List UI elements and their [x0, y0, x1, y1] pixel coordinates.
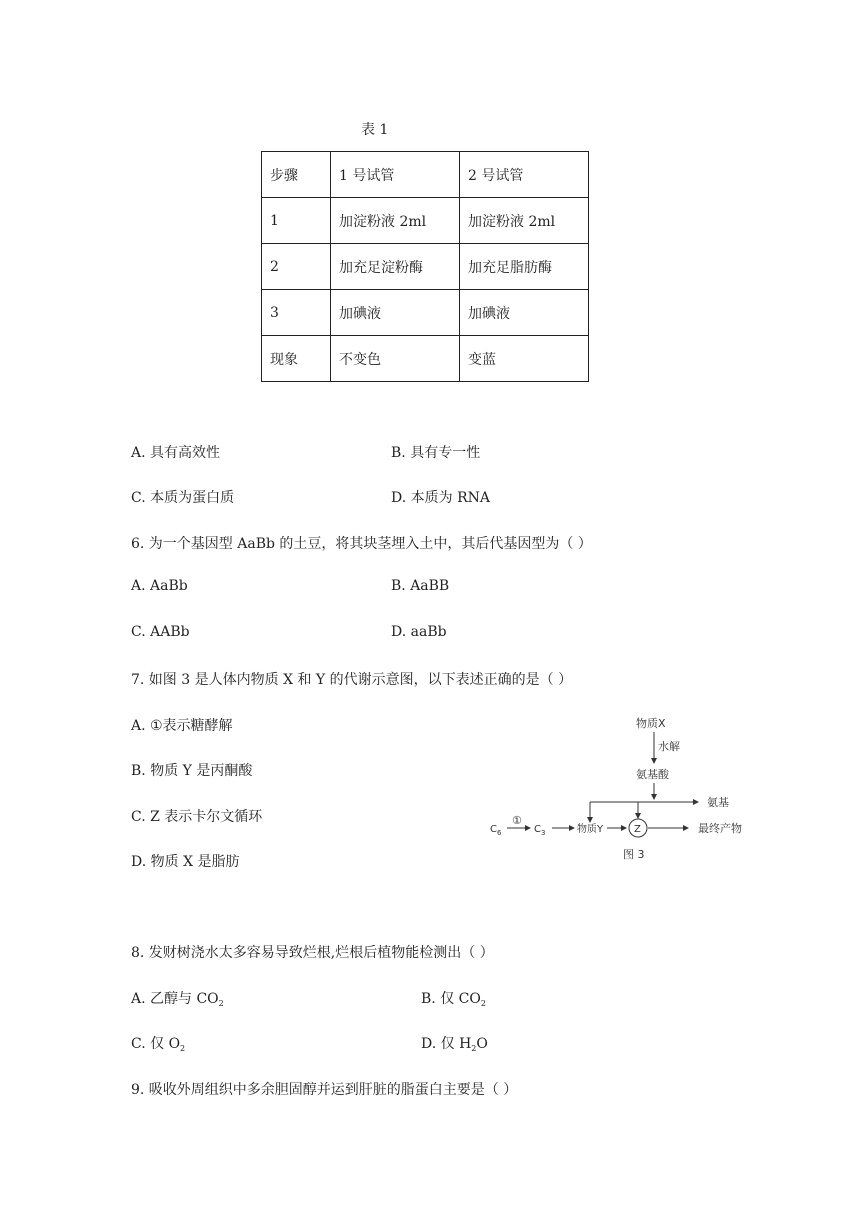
q8-option-b: B. 仅 $CO_2$ — [421, 991, 486, 1008]
experiment-table — [261, 151, 589, 382]
q6-stem: 6. 为一个基因型 AaBb 的土豆，将其块茎埋入土中，其后代基因型为（ ） — [131, 536, 592, 552]
z-label: Z — [634, 824, 641, 835]
table-cell: 2 — [262, 244, 331, 290]
q8-option-d: D. 仅 $H_2O$ — [421, 1036, 488, 1053]
q6-option-b: B. AaBB — [391, 578, 450, 594]
final-product-label: 最终产物 — [698, 822, 742, 835]
substance-y-label: 物质Y — [577, 824, 604, 835]
q6-option-c: C. AABb — [131, 624, 190, 640]
q5-option-a: A. 具有高效性 — [131, 445, 221, 461]
q8-option-c: C. 仅 $O_2$ — [131, 1036, 186, 1053]
amino-group-label: 氨基 — [707, 796, 729, 809]
step1-label: ① — [512, 814, 522, 827]
table-row — [262, 198, 589, 244]
q7-option-b: B. 物质 Y 是丙酮酸 — [131, 763, 253, 779]
hydrolysis-label: 水解 — [658, 740, 680, 753]
q6-option-d: D. aaBb — [391, 624, 447, 640]
figure-caption: 图 3 — [623, 848, 645, 861]
q7-option-a: A. ①表示糖酵解 — [131, 718, 233, 734]
table-cell: 步骤 — [262, 152, 331, 198]
q5-option-d: D. 本质为 RNA — [391, 490, 490, 506]
q7-option-c: C. Z 表示卡尔文循环 — [131, 809, 263, 825]
q7-option-d: D. 物质 X 是脂肪 — [131, 854, 240, 870]
table-row — [262, 244, 589, 290]
q6-option-a: A. AaBb — [131, 578, 188, 594]
table-cell: 1 — [262, 198, 331, 244]
table-cell: 加充足淀粉酶 — [331, 244, 460, 290]
metabolism-diagram — [480, 705, 760, 870]
substance-x-label: 物质X — [636, 717, 666, 730]
table-cell: 不变色 — [331, 336, 460, 382]
c6-label: $C_6$ — [490, 824, 502, 837]
table-cell: 2 号试管 — [460, 152, 589, 198]
table-row — [262, 152, 589, 198]
amino-acid-label: 氨基酸 — [636, 768, 669, 781]
table-cell: 加淀粉液 2ml — [331, 198, 460, 244]
table-caption: 表 1 — [361, 122, 389, 138]
q5-option-b: B. 具有专一性 — [391, 445, 481, 461]
q5-option-c: C. 本质为蛋白质 — [131, 490, 235, 506]
table-cell: 3 — [262, 290, 331, 336]
table-cell: 加碘液 — [460, 290, 589, 336]
table-cell: 1 号试管 — [331, 152, 460, 198]
q7-stem: 7. 如图 3 是人体内物质 X 和 Y 的代谢示意图，以下表述正确的是（ ） — [131, 672, 573, 688]
table-cell: 加碘液 — [331, 290, 460, 336]
q8-option-a: A. 乙醇与 $CO_2$ — [131, 991, 224, 1008]
table-cell: 加充足脂肪酶 — [460, 244, 589, 290]
table-row — [262, 290, 589, 336]
table-cell: 现象 — [262, 336, 331, 382]
table-cell: 加淀粉液 2ml — [460, 198, 589, 244]
c3-label: $C_3$ — [534, 824, 546, 837]
q8-stem: 8. 发财树浇水太多容易导致烂根,烂根后植物能检测出（ ） — [131, 945, 494, 961]
table-cell: 变蓝 — [460, 336, 589, 382]
q9-stem: 9. 吸收外周组织中多余胆固醇并运到肝脏的脂蛋白主要是（ ） — [131, 1082, 518, 1098]
table-row — [262, 336, 589, 382]
